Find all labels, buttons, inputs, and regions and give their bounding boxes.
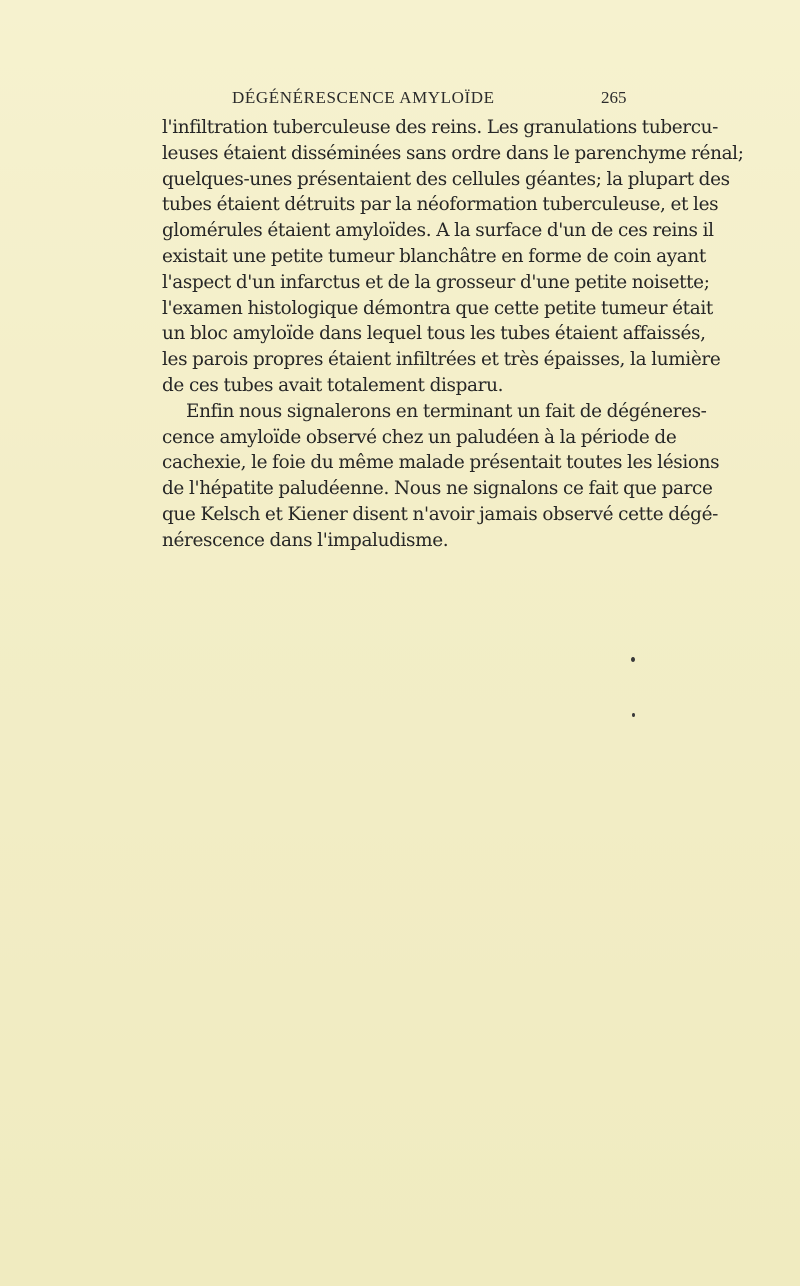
ink-speck — [631, 657, 635, 662]
text-line: cence amyloïde observé chez un paludéen à la période de — [162, 426, 677, 448]
text-line: de l'hépatite paludéenne. Nous ne signalons ce fait que parce — [162, 478, 713, 500]
text-line: existait une petite tumeur blanchâtre en forme de coin ayant — [162, 245, 706, 267]
text-line: l'infiltration tuberculeuse des reins. Les granulations tubercu- — [162, 117, 719, 138]
text-line: cachexie, le foie du même malade présentait toutes les lésions — [162, 452, 720, 474]
paragraph-1 — [162, 115, 744, 399]
text-line: tubes étaient détruits par la néoformation tuberculeuse, et les — [162, 194, 719, 216]
text-line: nérescence dans l'impaludisme. — [162, 529, 449, 551]
text-line: que Kelsch et Kiener disent n'avoir jamais observé cette dégé- — [162, 503, 719, 525]
text-line: l'aspect d'un infarctus et de la grosseur d'une petite noisette; — [162, 271, 710, 293]
paragraph-2 — [162, 399, 720, 554]
running-head — [0, 88, 800, 112]
text-line: leuses étaient disséminées sans ordre dans le parenchyme rénal; — [162, 142, 744, 164]
text-line: quelques-unes présentaient des cellules géantes; la plupart des — [162, 168, 730, 190]
page-number: 265 — [601, 88, 627, 107]
text-line: un bloc amyloïde dans lequel tous les tubes étaient affaissés, — [162, 323, 706, 345]
text-line: l'examen histologique démontra que cette petite tumeur était — [162, 297, 713, 319]
body-text — [162, 115, 744, 554]
text-line: les parois propres étaient infiltrées et très épaisses, la lumière — [162, 349, 721, 371]
running-title: DÉGÉNÉRESCENCE AMYLOÏDE — [232, 88, 495, 107]
text-line: de ces tubes avait totalement disparu. — [162, 374, 504, 396]
text-line: Enfin nous signalerons en terminant un fait de dégéneres- — [186, 400, 707, 422]
ink-speck — [632, 713, 635, 717]
text-line: glomérules étaient amyloïdes. A la surface d'un de ces reins il — [162, 220, 714, 242]
